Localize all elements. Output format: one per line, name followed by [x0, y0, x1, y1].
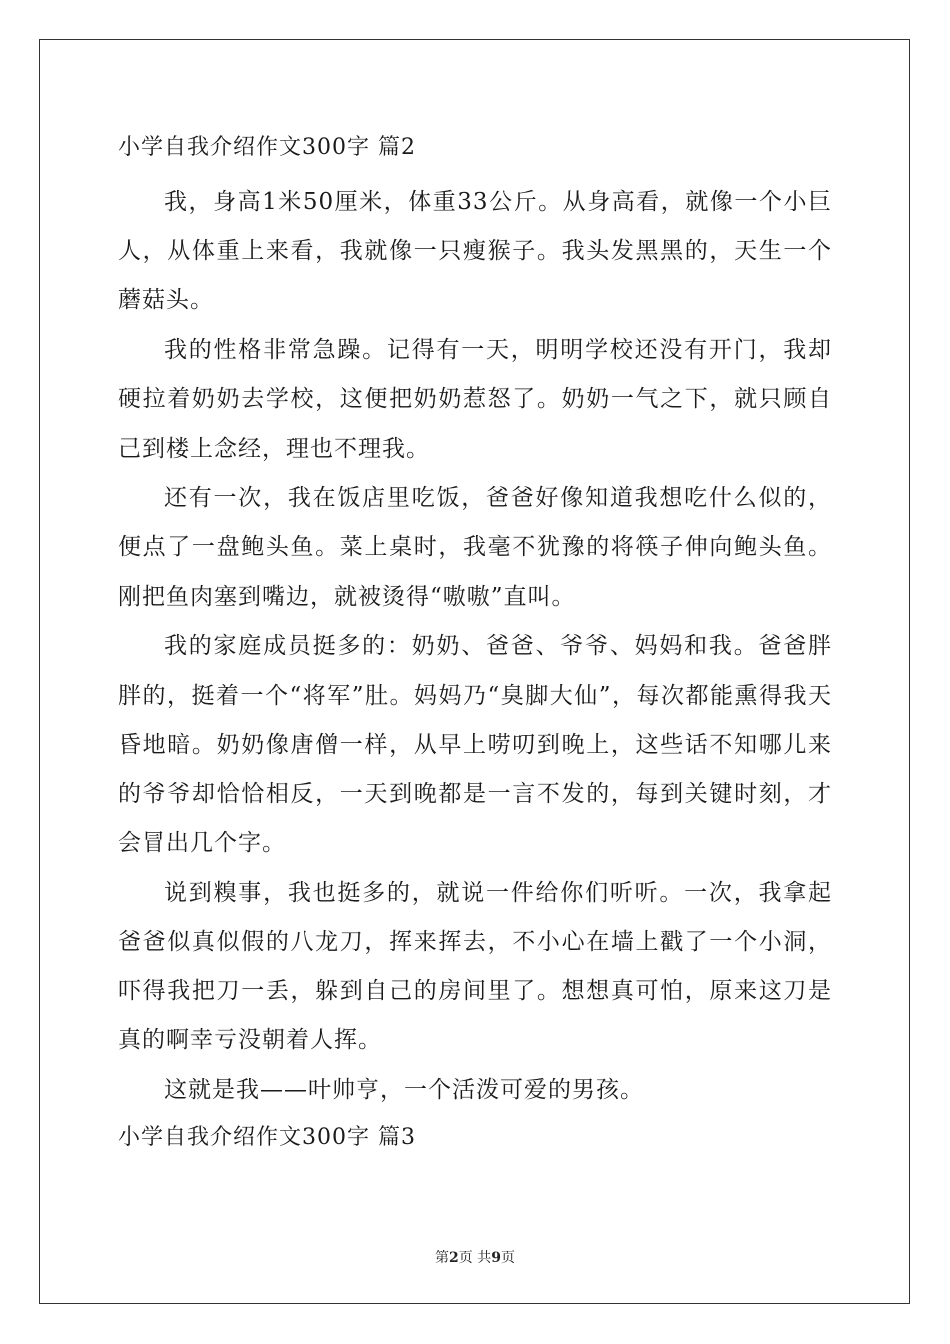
page-number-suffix: 页 [500, 1250, 515, 1266]
paragraph: 这就是我——叶帅亨，一个活泼可爱的男孩。 [164, 1077, 644, 1104]
page-number-mid: 页 共 [458, 1250, 492, 1266]
paragraph: 我的家庭成员挺多的：奶奶、爸爸、爷爷、妈妈和我。爸爸胖胖的，挺着一个“将军”肚。妈妈乃“臭脚大仙”，每次都能熏得我天昏地暗。奶奶像唐僧一样，从早上唠叨到晚上，这些话不知哪儿来的爷爷却恰恰相反，一天到晚都是一言不发的，每到关键时刻，才会冒出几个字。 [118, 633, 832, 857]
page-number-prefix: 第 [435, 1250, 450, 1266]
document-body [118, 128, 832, 1168]
page-number-current: 2 [449, 1250, 459, 1266]
paragraph: 我，身高1米50厘米，体重33公斤。从身高看，就像一个小巨人，从体重上来看，我就像一只瘦猴子。我头发黑黑的，天生一个蘑菇头。 [118, 189, 832, 314]
page-number-total: 9 [491, 1250, 501, 1266]
section-heading: 小学自我介绍作文300字 篇3 [118, 1125, 416, 1151]
paragraph: 我的性格非常急躁。记得有一天，明明学校还没有开门，我却硬拉着奶奶去学校，这便把奶奶惹怒了。奶奶一气之下，就只顾自己到楼上念经，理也不理我。 [118, 337, 832, 462]
page-footer [0, 1247, 950, 1267]
paragraph: 还有一次，我在饭店里吃饭，爸爸好像知道我想吃什么似的，便点了一盘鲍头鱼。菜上桌时，我毫不犹豫的将筷子伸向鲍头鱼。刚把鱼肉塞到嘴边，就被烫得“嗷嗷”直叫。 [118, 485, 832, 610]
paragraph: 说到糗事，我也挺多的，就说一件给你们听听。一次，我拿起爸爸似真似假的八龙刀，挥来挥去，不小心在墙上戳了一个小洞，吓得我把刀一丢，躲到自己的房间里了。想想真可怕，原来这刀是真的啊幸亏没朝着人挥。 [118, 879, 832, 1054]
section-heading: 小学自我介绍作文300字 篇2 [118, 135, 416, 160]
